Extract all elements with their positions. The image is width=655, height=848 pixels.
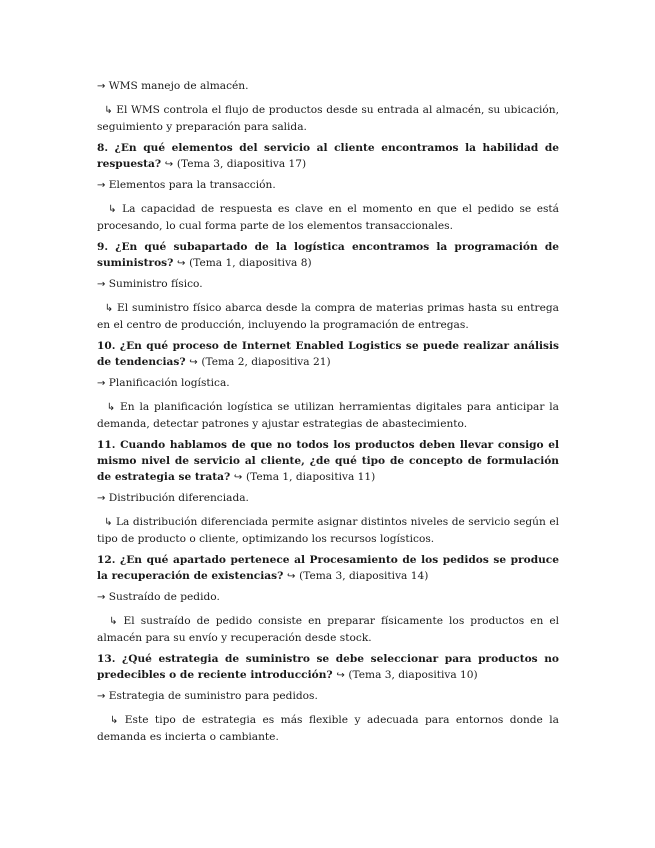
hook-arrow-icon: ↪ bbox=[177, 258, 186, 269]
answer-line bbox=[97, 78, 559, 95]
question-13 bbox=[97, 651, 559, 684]
answer-line bbox=[97, 375, 559, 392]
slide-reference: (Tema 3, diapositiva 10) bbox=[348, 669, 478, 681]
answer-text: WMS manejo de almacén. bbox=[108, 80, 249, 92]
answer-text: Planificación logística. bbox=[108, 377, 230, 389]
question-12 bbox=[97, 552, 559, 585]
explanation-text: La capacidad de respuesta es clave en el momento en que el pedido se está procesando, lo cual forma parte de los elementos transaccionales. bbox=[97, 203, 559, 232]
return-arrow-icon: ↳ bbox=[104, 517, 113, 528]
question-text: 9. ¿En qué subapartado de la logística encontramos la programación de suministros? bbox=[97, 241, 559, 269]
answer-line bbox=[97, 589, 559, 606]
answer-line bbox=[97, 276, 559, 293]
slide-reference: (Tema 1, diapositiva 8) bbox=[189, 257, 312, 269]
answer-text: Sustraído de pedido. bbox=[108, 591, 220, 603]
explanation-line bbox=[97, 399, 559, 432]
right-arrow-icon: → bbox=[97, 691, 106, 702]
answer-text: Estrategia de suministro para pedidos. bbox=[108, 690, 318, 702]
question-text: 12. ¿En qué apartado pertenece al Procesamiento de los pedidos se produce la recuperación de existencias? bbox=[97, 554, 559, 582]
return-arrow-icon: ↳ bbox=[106, 402, 116, 413]
right-arrow-icon: → bbox=[97, 81, 106, 92]
return-arrow-icon: ↳ bbox=[104, 303, 114, 314]
return-arrow-icon: ↳ bbox=[109, 616, 118, 627]
hook-arrow-icon: ↪ bbox=[233, 472, 243, 483]
hook-arrow-icon: ↪ bbox=[189, 357, 198, 368]
slide-reference: (Tema 3, diapositiva 17) bbox=[176, 158, 307, 170]
answer-line bbox=[97, 688, 559, 705]
explanation-line bbox=[97, 201, 559, 234]
return-arrow-icon: ↳ bbox=[108, 204, 117, 215]
explanation-line bbox=[97, 514, 559, 547]
explanation-text: En la planificación logística se utilizan herramientas digitales para anticipar la demanda, detectar patrones y ajustar estrategias de abastecimiento. bbox=[97, 401, 559, 430]
slide-reference: (Tema 2, diapositiva 21) bbox=[201, 356, 331, 368]
right-arrow-icon: → bbox=[97, 279, 106, 290]
right-arrow-icon: → bbox=[97, 378, 106, 389]
right-arrow-icon: → bbox=[97, 180, 106, 191]
answer-text: Distribución diferenciada. bbox=[108, 492, 249, 504]
return-arrow-icon: ↳ bbox=[104, 105, 113, 116]
hook-arrow-icon: ↪ bbox=[287, 571, 296, 582]
right-arrow-icon: → bbox=[97, 592, 106, 603]
explanation-text: El suministro físico abarca desde la compra de materias primas hasta su entrega en el centro de producción, incluyendo la programación de entregas. bbox=[97, 302, 559, 331]
explanation-text: Este tipo de estrategia es más flexible y adecuada para entornos donde la demanda es incierta o cambiante. bbox=[97, 714, 559, 743]
question-text: 8. ¿En qué elementos del servicio al cliente encontramos la habilidad de respuesta? bbox=[97, 142, 559, 170]
hook-arrow-icon: ↪ bbox=[336, 670, 345, 681]
answer-text: Suministro físico. bbox=[108, 278, 203, 290]
question-text: 13. ¿Qué estrategia de suministro se debe seleccionar para productos no predecibles o de reciente introducción? bbox=[97, 653, 559, 681]
explanation-text: El sustraído de pedido consiste en preparar físicamente los productos en el almacén para su envío y recuperación desde stock. bbox=[97, 615, 559, 644]
hook-arrow-icon: ↪ bbox=[164, 159, 174, 170]
explanation-line bbox=[97, 712, 559, 745]
question-text: 10. ¿En qué proceso de Internet Enabled Logistics se puede realizar análisis de tendencias? bbox=[97, 340, 559, 368]
explanation-text: La distribución diferenciada permite asignar distintos niveles de servicio según el tipo de producto o cliente, optimizando los recursos logísticos. bbox=[97, 516, 559, 545]
slide-reference: (Tema 3, diapositiva 14) bbox=[299, 570, 429, 582]
question-8 bbox=[97, 140, 559, 173]
explanation-line bbox=[97, 300, 559, 333]
slide-reference: (Tema 1, diapositiva 11) bbox=[246, 471, 376, 483]
question-9 bbox=[97, 239, 559, 272]
explanation-text: El WMS controla el flujo de productos desde su entrada al almacén, su ubicación, seguimiento y preparación para salida. bbox=[97, 104, 559, 133]
explanation-line bbox=[97, 102, 559, 135]
question-text: 11. Cuando hablamos de que no todos los productos deben llevar consigo el mismo nivel de servicio al cliente, ¿de qué tipo de concepto de formulación de estrategia se trata? bbox=[97, 439, 559, 483]
answer-text: Elementos para la transacción. bbox=[108, 179, 276, 191]
return-arrow-icon: ↳ bbox=[109, 715, 119, 726]
answer-line bbox=[97, 177, 559, 194]
right-arrow-icon: → bbox=[97, 493, 106, 504]
explanation-line bbox=[97, 613, 559, 646]
question-10 bbox=[97, 338, 559, 371]
answer-line bbox=[97, 490, 559, 507]
question-11 bbox=[97, 437, 559, 486]
document-body bbox=[97, 74, 559, 750]
